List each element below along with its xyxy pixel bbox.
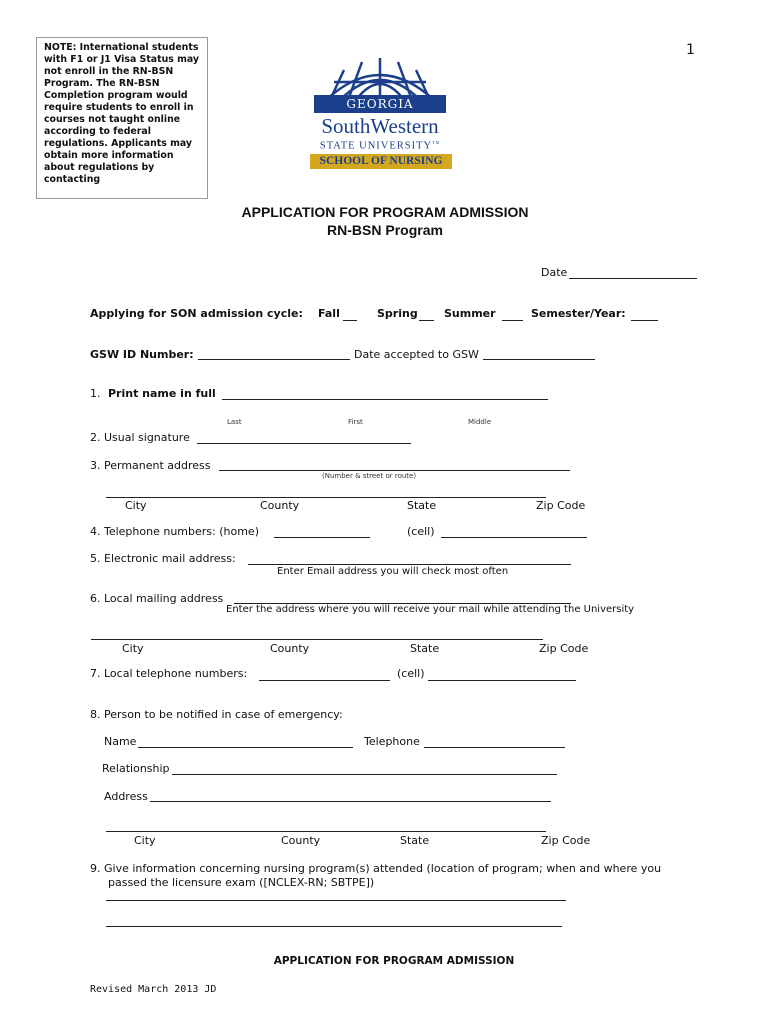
q4-cell-label: (cell) xyxy=(407,525,435,538)
addr1-county-label: County xyxy=(260,499,300,512)
q1-number: 1. xyxy=(90,387,101,400)
emergency-address-field[interactable] xyxy=(150,801,551,802)
cycle-semester-label: Semester/Year: xyxy=(531,307,626,320)
emergency-name-field[interactable] xyxy=(138,747,353,748)
emergency-address-line2[interactable] xyxy=(106,831,546,832)
logo-tm: TM xyxy=(432,140,441,145)
addr2-county-label: County xyxy=(270,642,310,655)
date-accepted-label: Date accepted to GSW xyxy=(354,348,479,361)
home-phone-field[interactable] xyxy=(274,537,370,538)
cycle-summer-label: Summer xyxy=(444,307,496,320)
permanent-address-field[interactable] xyxy=(219,470,570,471)
addr2-state-label: State xyxy=(410,642,440,655)
name-middle-label: Middle xyxy=(468,418,492,426)
cycle-semester-field[interactable] xyxy=(631,320,658,321)
logo-state-university xyxy=(300,140,460,152)
gsw-id-field[interactable] xyxy=(198,359,350,360)
email-field[interactable] xyxy=(248,564,571,565)
emergency-name-label: Name xyxy=(104,735,137,748)
q6-label: 6. Local mailing address xyxy=(90,592,224,605)
note-text: NOTE: International students with F1 or J1 Visa Status may not enroll in the RN-BSN Program. The RN-BSN Completion program would require students to enroll in courses not taught online according to federal regulations. Applicants may obtain more information about regulations by contacting xyxy=(44,42,200,185)
page-number: 1 xyxy=(686,42,695,58)
addr2-city-label: City xyxy=(122,642,144,655)
emergency-address-label: Address xyxy=(104,790,148,803)
footer-title: APPLICATION FOR PROGRAM ADMISSION xyxy=(273,955,515,967)
local-address-line2[interactable] xyxy=(91,639,543,640)
date-label: Date xyxy=(541,266,568,279)
cell-phone-field[interactable] xyxy=(441,537,587,538)
local-cell-field[interactable] xyxy=(428,680,576,681)
logo-state-university-text: STATE UNIVERSITY xyxy=(319,140,433,152)
q2-label: 2. Usual signature xyxy=(90,431,190,444)
addr1-zip-label: Zip Code xyxy=(536,499,586,512)
emergency-relationship-field[interactable] xyxy=(172,774,557,775)
q7-cell-label: (cell) xyxy=(397,667,425,680)
permanent-address-hint: (Number & street or route) xyxy=(322,472,417,480)
q7-label: 7. Local telephone numbers: xyxy=(90,667,248,680)
q5-label: 5. Electronic mail address: xyxy=(90,552,236,565)
permanent-address-line2[interactable] xyxy=(106,497,546,498)
local-phone-field[interactable] xyxy=(259,680,390,681)
cycle-spring-label: Spring xyxy=(377,307,418,320)
addr1-city-label: City xyxy=(125,499,147,512)
addr3-state-label: State xyxy=(400,834,430,847)
q4-label: 4. Telephone numbers: (home) xyxy=(90,525,259,538)
addr3-zip-label: Zip Code xyxy=(541,834,591,847)
addr2-zip-label: Zip Code xyxy=(539,642,589,655)
cycle-summer-field[interactable] xyxy=(502,320,523,321)
emergency-relationship-label: Relationship xyxy=(102,762,170,775)
addr1-state-label: State xyxy=(407,499,437,512)
name-first-label: First xyxy=(348,418,363,426)
full-name-field[interactable] xyxy=(222,399,548,400)
name-last-label: Last xyxy=(227,418,242,426)
revised-note: Revised March 2013 JD xyxy=(90,984,217,995)
q3-label: 3. Permanent address xyxy=(90,459,211,472)
page-title: APPLICATION FOR PROGRAM ADMISSION xyxy=(241,204,529,220)
q8-label: 8. Person to be notified in case of emergency: xyxy=(90,708,343,721)
email-hint: Enter Email address you will check most often xyxy=(277,566,509,577)
signature-field[interactable] xyxy=(197,443,411,444)
q1-label: Print name in full xyxy=(108,387,216,400)
q9-line1: 9. Give information concerning nursing program(s) attended (location of program; when and where you xyxy=(90,862,662,875)
q9-answer-line2[interactable] xyxy=(106,926,562,927)
cycle-spring-field[interactable] xyxy=(419,320,434,321)
cycle-fall-field[interactable] xyxy=(343,320,357,321)
logo-georgia: GEORGIA xyxy=(346,97,414,111)
cycle-label: Applying for SON admission cycle: xyxy=(90,307,303,320)
page-subtitle: RN-BSN Program xyxy=(327,222,443,238)
q9-answer-line1[interactable] xyxy=(106,900,566,901)
university-logo xyxy=(300,54,460,174)
addr3-county-label: County xyxy=(281,834,321,847)
note-box[interactable] xyxy=(36,37,208,199)
gsw-id-label: GSW ID Number: xyxy=(90,348,194,361)
logo-southwestern: SouthWestern xyxy=(321,114,439,138)
date-accepted-field[interactable] xyxy=(483,359,595,360)
emergency-telephone-field[interactable] xyxy=(424,747,565,748)
cycle-fall-label: Fall xyxy=(318,307,340,320)
logo-school-of-nursing: SCHOOL OF NURSING xyxy=(310,154,452,169)
local-address-hint: Enter the address where you will receive your mail while attending the University xyxy=(226,604,635,615)
q9-line2: passed the licensure exam ([NCLEX-RN; SBTPE]) xyxy=(108,876,375,889)
addr3-city-label: City xyxy=(134,834,156,847)
emergency-telephone-label: Telephone xyxy=(364,735,420,748)
date-field[interactable] xyxy=(569,278,697,279)
